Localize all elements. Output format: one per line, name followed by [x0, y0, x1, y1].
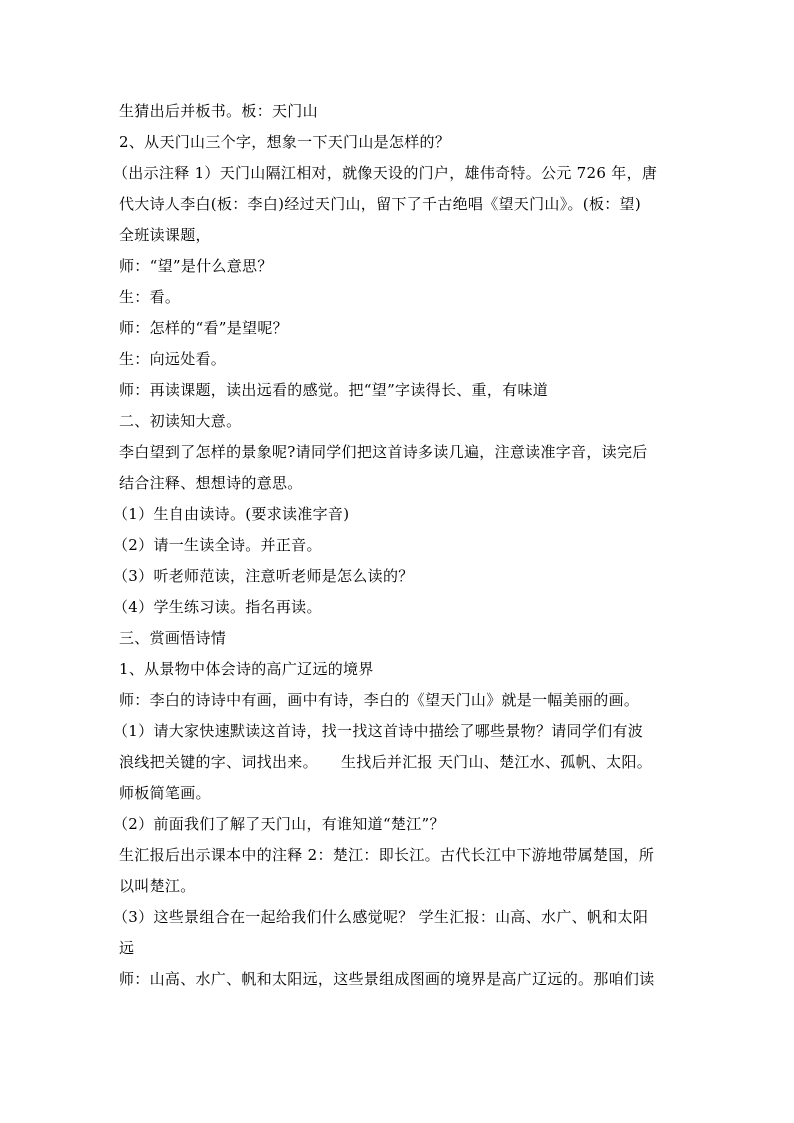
text-line: 师：“望”是什么意思？ — [119, 257, 273, 275]
section-heading: 三、赏画悟诗情 — [119, 629, 227, 647]
text-line: 师板简笔画。 — [119, 784, 211, 802]
text-line: 结合注释、想想诗的意思。 — [119, 474, 303, 492]
text-line: 全班读课题， — [119, 226, 211, 244]
text-line: 师：再读课题，读出远看的感觉。把“望”字读得长、重，有味道 — [119, 381, 549, 399]
text-line: 代大诗人李白(板：李白)经过天门山，留下了千古绝唱《望天门山》。(板：望) — [119, 195, 642, 213]
text-line: 浪线把关键的字、词找出来。 生找后并汇报 天门山、楚江水、孤帆、太阳。 — [119, 753, 653, 771]
text-line: （4）学生练习读。指名再读。 — [113, 598, 322, 616]
text-line: 2、从天门山三个字，想象一下天门山是怎样的？ — [119, 133, 451, 151]
text-line: （1）请大家快速默读这首诗，找一找这首诗中描绘了哪些景物？请同学们有波 — [113, 722, 644, 740]
text-line: （出示注释 1）天门山隔江相对，就像天设的门户，雄伟奇特。公元 726 年，唐 — [113, 164, 658, 182]
text-line: （2）请一生读全诗。并正音。 — [113, 536, 322, 554]
text-line: 远 — [119, 939, 135, 957]
text-line: （3）这些景组合在一起给我们什么感觉呢？ 学生汇报：山高、水广、帆和太阳 — [113, 908, 649, 926]
text-line: 师：山高、水广、帆和太阳远，这些景组成图画的境界是高广辽远的。那咱们读 — [119, 970, 655, 988]
text-line: 生：看。 — [119, 288, 181, 306]
text-line: 生汇报后出示课本中的注释 2：楚江：即长江。古代长江中下游地带属楚国，所 — [119, 846, 655, 864]
text-line: 生猜出后并板书。板：天门山 — [119, 102, 318, 120]
text-line: 生：向远处看。 — [119, 350, 227, 368]
text-line: （3）听老师范读，注意听老师是怎么读的？ — [113, 567, 414, 585]
text-line: 1、从景物中体会诗的高广辽远的境界 — [119, 660, 374, 678]
section-heading: 二、初读知大意。 — [119, 412, 242, 430]
text-line: （1）生自由读诗。(要求读准字音) — [113, 505, 350, 523]
text-line: （2）前面我们了解了天门山，有谁知道“楚江”？ — [113, 815, 445, 833]
text-line: 李白望到了怎样的景象呢?请同学们把这首诗多读几遍，注意读准字音，读完后 — [119, 443, 648, 461]
text-line: 以叫楚江。 — [119, 877, 196, 895]
text-line: 师：怎样的“看”是望呢？ — [119, 319, 288, 337]
text-line: 师：李白的诗诗中有画，画中有诗，李白的《望天门山》就是一幅美丽的画。 — [119, 691, 640, 709]
